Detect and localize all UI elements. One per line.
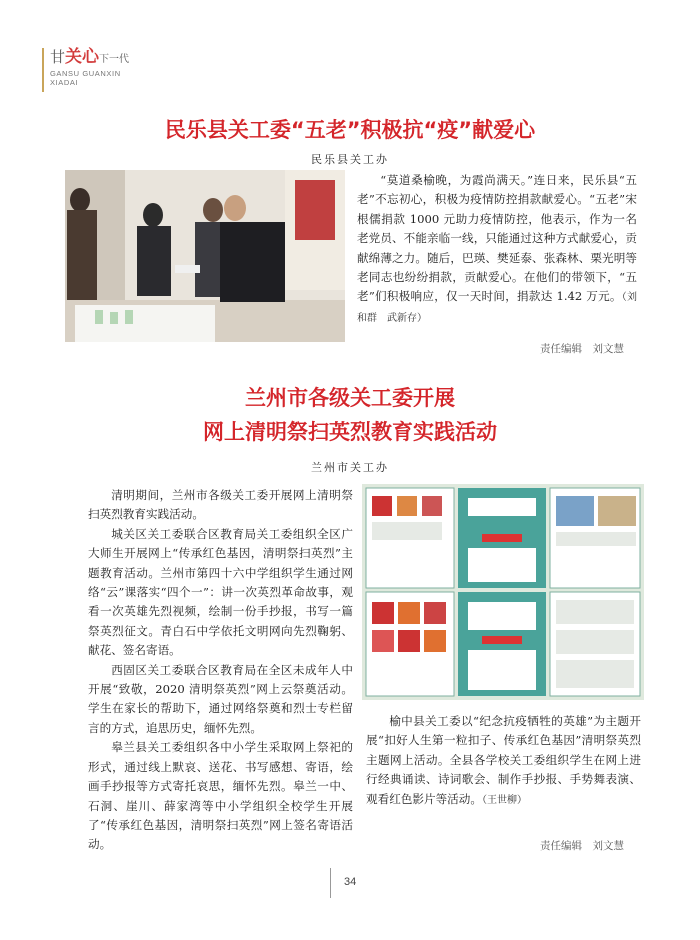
article2-title-line2: 网上清明祭扫英烈教育实践活动 [203,420,497,444]
article1-author: 民乐县关工办 [311,153,389,166]
logo-text-2: 关心 [65,47,100,67]
article2-author: 兰州市关工办 [311,461,389,474]
article2-body [88,486,353,855]
logo-text-1: 甘 [50,48,66,66]
article2-paragraph: 皋兰县关工委组织各中小学生采取网上祭祀的形式，通过线上默哀、送花、书写感想、寄语，绘画手抄报等方式寄托哀思，缅怀先烈。皋兰一中、石洞、崖川、薛家湾等中小学组织全校学生开展了“传承红色基因，清明祭扫英烈”网上签名寄语活动。 [88,740,353,852]
article1-body-text: “莫道桑榆晚，为霞尚满天。”连日来，民乐县“五老”不忘初心，积极为疫情防控捐款献爱心。“五老”宋根儒捐款 1000 元助力疫情防控，他表示，作为一名老党员、不能亲临一线，只能通过这种方式献爱心，贡献绵薄之力。随后，巴瑛、樊延泰、张森林、栗光明等老同志也纷纷捐款，贡献爱心。在他们的带领下，“五老”们积极响应，仅一天时间，捐款达 1.42 万元。 [357,173,637,304]
article2-title-line1: 兰州市各级关工委开展 [245,386,455,410]
article1-signature: （刘和群 武新存） [357,292,637,324]
article2-paragraph: 城关区关工委联合区教育局关工委组织全区广大师生开展网上“传承红色基因，清明祭扫英烈”主题教育活动。兰州市第四十六中学组织学生通过网络“云”课落实“四个一”：讲一次英烈革命故事，观看一次英雄先烈视频，绘制一份手抄报，书写一篇祭英烈征文。青白石中学依托文明网向先烈鞠躬、献花、签名寄语。 [88,526,353,658]
logo-english-2: XIADAI [50,78,79,87]
article2-side-body [366,712,641,810]
article1-title: 民乐县关工委“五老”积极抗“疫”献爱心 [164,118,536,142]
article1-editor: 责任编辑 刘文慧 [540,343,624,355]
page-number-rule [330,868,331,898]
article2-side-text: 榆中县关工委以“纪念抗疫牺牲的英雄”为主题开展“扣好人生第一粒扣子、传承红色基因”清明祭英烈主题网上活动。全县各学校关工委组织学生在网上进行经典诵读、诗词歌会、制作手抄报、手势舞表演、观看红色影片等活动。 [366,714,641,806]
logo-text-3: 下一代 [99,54,130,65]
article2-screenshot-collage [362,484,644,700]
article2-paragraph: 清明期间，兰州市各级关工委开展网上清明祭扫英烈教育实践活动。 [88,488,353,522]
magazine-logo [42,42,162,98]
article2-paragraph: 西固区关工委联合区教育局在全区未成年人中开展“致敬，2020 清明祭英烈”网上云祭奠活动。学生在家长的帮助下，通过网络祭奠和烈士专栏留言的方式，追思历史，缅怀先烈。 [88,662,353,735]
article2-editor: 责任编辑 刘文慧 [540,840,624,852]
article2-signature: （王世柳） [481,794,527,806]
article1-photo [65,170,345,342]
page-number: 34 [344,876,357,888]
article1-body [357,171,637,328]
logo-english-1: GANSU GUANXIN [50,69,121,78]
